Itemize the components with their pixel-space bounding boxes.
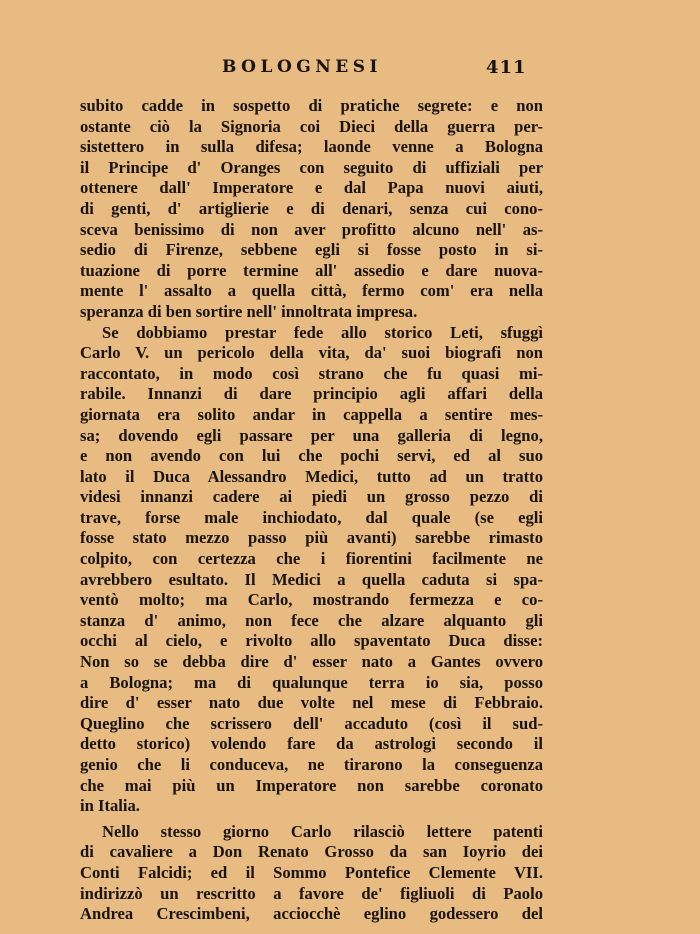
page-number: 411 — [486, 57, 527, 78]
text-line: detto storico) volendo fare da astrologi secondo il — [80, 734, 543, 754]
text-line: raccontato, in modo così strano che fu quasi mi- — [80, 363, 543, 383]
text-line: tuazione di porre termine all' assedio e dare nuova- — [80, 260, 543, 280]
text-line: in Italia. — [80, 796, 140, 816]
text-line: a Bologna; ma di qualunque terra io sia, posso — [80, 672, 543, 692]
paragraph — [80, 323, 543, 817]
text-line: trave, forse male inchiodato, dal quale (se egli — [80, 507, 543, 527]
body-text — [80, 96, 543, 925]
running-header — [0, 54, 700, 84]
text-line: indirizzò un rescritto a favore de' figliuoli di Paolo — [80, 883, 543, 903]
text-line: giornata era solito andar in cappella a sentire mes- — [80, 404, 543, 424]
text-line: e non avendo con lui che pochi servi, ed al suo — [80, 446, 543, 466]
paragraph — [80, 96, 543, 323]
text-line: stanza d' animo, non fece che alzare alquanto gli — [80, 610, 543, 630]
text-line: rabile. Innanzi di dare principio agli affari della — [80, 384, 543, 404]
text-line: Non so se debba dire d' esser nato a Gantes ovvero — [80, 652, 543, 672]
text-line: di genti, d' artiglierie e di denari, senza cui cono- — [80, 198, 543, 218]
text-line: Queglino che scrissero dell' accaduto (così il sud- — [80, 713, 543, 733]
text-line: fosse stato mezzo passo più avanti) sarebbe rimasto — [80, 528, 543, 548]
text-line: videsi innanzi cadere ai piedi un grosso pezzo di — [80, 487, 543, 507]
text-line: sa; dovendo egli passare per una galleria di legno, — [80, 425, 543, 445]
text-line: ventò molto; ma Carlo, mostrando fermezza e co- — [80, 590, 543, 610]
running-title: BOLOGNESI — [222, 57, 382, 77]
text-line: ottenere dall' Imperatore e dal Papa nuovi aiuti, — [80, 178, 543, 198]
text-line: che mai più un Imperatore non sarebbe coronato — [80, 775, 543, 795]
text-line: lato il Duca Alessandro Medici, tutto ad un tratto — [80, 466, 543, 486]
text-line: colpito, con certezza che i fiorentini facilmente ne — [80, 549, 543, 569]
text-line: Andrea Crescimbeni, acciocchè eglino godessero del — [80, 904, 543, 924]
text-line: sistettero in sulla difesa; laonde venne a Bologna — [80, 137, 543, 157]
text-line: avrebbero esultato. Il Medici a quella caduta si spa- — [80, 569, 543, 589]
text-line: Nello stesso giorno Carlo rilasciò lettere patenti — [102, 821, 543, 841]
text-line: dire d' esser nato due volte nel mese di Febbraio. — [80, 693, 543, 713]
text-line: sceva benissimo di non aver profitto alcuno nell' as- — [80, 219, 543, 239]
text-line: Carlo V. un pericolo della vita, da' suoi biografi non — [80, 343, 543, 363]
text-line: Se dobbiamo prestar fede allo storico Leti, sfuggì — [102, 322, 543, 342]
text-line: subito cadde in sospetto di pratiche segrete: e non — [80, 96, 543, 115]
text-line: di cavaliere a Don Renato Grosso da san Ioyrio dei — [80, 842, 543, 862]
text-line: occhi al cielo, e rivolto allo spaventato Duca disse: — [80, 631, 543, 651]
paragraph — [80, 822, 543, 925]
text-line: Conti Falcidi; ed il Sommo Pontefice Clemente VII. — [80, 862, 543, 882]
text-line: sedio di Firenze, sebbene egli si fosse posto in si- — [80, 240, 543, 260]
text-line: mente l' assalto a quella città, fermo com' era nella — [80, 281, 543, 301]
text-line: speranza di ben sortire nell' innoltrata impresa. — [80, 301, 418, 321]
text-line: ostante ciò la Signoria coi Dieci della guerra per- — [80, 116, 543, 136]
text-line: il Principe d' Oranges con seguito di uffiziali per — [80, 157, 543, 177]
text-line: genio che li conduceva, ne tirarono la conseguenza — [80, 755, 543, 774]
